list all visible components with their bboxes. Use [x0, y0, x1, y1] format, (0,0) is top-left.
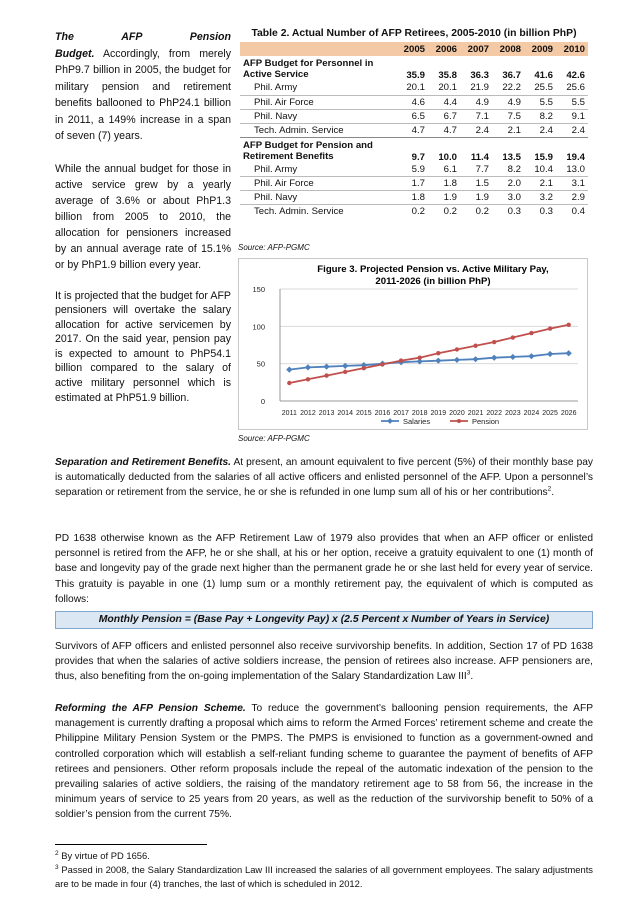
table-cell: 5.9 — [411, 163, 425, 175]
table-cell: 2.9 — [556, 191, 588, 205]
footnote-3 — [55, 863, 593, 890]
data-point-pension — [362, 366, 366, 370]
table-row — [240, 81, 588, 95]
table-cell: 1.8 — [428, 177, 460, 191]
table-row — [240, 109, 588, 123]
table-cell: 1.5 — [460, 177, 492, 191]
data-point-pension — [529, 331, 533, 335]
row-label: Phil. Army — [254, 82, 298, 94]
table-cell: 0.3 — [524, 205, 556, 219]
y-tick-label: 0 — [260, 397, 265, 406]
data-point-pension — [417, 355, 421, 359]
paragraph-pd1638: PD 1638 otherwise known as the AFP Retirement Law of 1979 also provides that when an AFP officer or enlisted personnel is retired from the AFP, he or she shall, at his or her option, receive a gratuity equivalent to one (1) month of base and longevity pay of the grade next higher than the permanent grade he or she last held for every year of service. This gratuity is payable in one (1) lump sum or a monthly retirement pay, the equivalent of which is computed as follows: — [55, 533, 593, 605]
table-cell: 15.9 — [524, 137, 556, 163]
data-point-pension — [306, 377, 310, 381]
table-row — [240, 163, 588, 177]
data-point-pension — [380, 362, 384, 366]
chart-source: Source: AFP-PGMC — [238, 434, 310, 443]
table-cell: 0.2 — [428, 205, 460, 219]
data-point-pension — [287, 381, 291, 385]
table-header-row — [240, 42, 588, 56]
table-cell: 20.1 — [406, 82, 425, 94]
x-tick-label: 2011 — [281, 410, 297, 417]
table-source: Source: AFP-PGMC — [238, 243, 310, 252]
x-tick-label: 2018 — [411, 410, 428, 417]
table-cell: 2.0 — [492, 177, 524, 191]
table-cell: 8.2 — [507, 163, 521, 175]
x-tick-label: 2012 — [300, 410, 316, 417]
text-survivors: Survivors of AFP officers and enlisted personnel also receive survivorship benefits. In addition, Section 17 of PD 1638 provides that when the salaries of active soldiers increase, the pension of retirees also increase. AFP pensioners are, thus, also benefiting from the on-going implementation of the Salary Standardization Law III — [55, 641, 593, 683]
paragraph-pension-budget — [55, 29, 231, 145]
footnote-ref-3: 3 — [466, 670, 471, 678]
table-cell: 0.3 — [492, 205, 524, 219]
x-tick-label: 2016 — [374, 410, 391, 417]
table-cell: 35.9 — [406, 70, 425, 81]
table-row — [240, 123, 588, 137]
table-cell: 4.7 — [428, 123, 460, 137]
table-cell: 2.4 — [524, 123, 556, 137]
paragraph-reform — [55, 701, 593, 823]
table-cell: 4.7 — [396, 123, 428, 137]
x-tick-label: 2021 — [467, 410, 484, 417]
table-cell: 0.2 — [460, 205, 492, 219]
data-point-pension — [343, 370, 347, 374]
x-tick-label: 2019 — [430, 410, 447, 417]
x-tick-label: 2013 — [318, 410, 335, 417]
data-point-pension — [566, 323, 570, 327]
table-cell: 3.1 — [556, 177, 588, 191]
table-cell: 4.9 — [460, 95, 492, 109]
data-point-pension — [548, 326, 552, 330]
table-cell: 1.7 — [396, 177, 428, 191]
data-point-pension — [511, 335, 515, 339]
table-row — [240, 56, 588, 81]
lead-reform: Reforming the AFP Pension Scheme. — [55, 703, 246, 714]
table-cell: 13.5 — [492, 137, 524, 163]
text-pension-budget: Accordingly, from merely PhP9.7 billion in 2005, the budget for military pension and retirement benefits ballooned to PhP24.1 billion in 2011, a 149% increase in a span of seven (7) years. — [55, 47, 231, 142]
paragraph-survivors — [55, 639, 593, 685]
table-cell: 21.9 — [470, 82, 489, 94]
footnote-2-text: By virtue of PD 1656. — [58, 850, 150, 861]
retirees-table — [240, 42, 588, 219]
table-cell: 19.4 — [556, 137, 588, 163]
table-cell: 6.1 — [443, 163, 457, 175]
data-point-pension — [455, 347, 459, 351]
text-survivors-end: . — [470, 671, 474, 683]
table-cell: 4.6 — [396, 95, 428, 109]
table-cell: 36.7 — [502, 70, 521, 81]
x-tick-label: 2026 — [560, 410, 577, 417]
paragraph-separation — [55, 455, 593, 501]
text-reform: To reduce the government’s ballooning pension requirements, the AFP management is currently drafting a proposal which aims to reform the Armed Forces’ retirement scheme and create the Philippine Military Pension System or the PMPS. The PMPS is envisioned to function as a government-owned and controlled corporation which will establish a self-reliant funding scheme to guarantee the payment of benefits of AFP retirees and pensioners. Other reform proposals include the repeal of the automatic indexation of the pension to the prevailing salaries of active soldiers, the raising of the mandatory retirement age to 58 from 56, the increase in the minimum years of service to 25 years from 20 years, as well as the reduction of the survivorship benefit to 50% of a soldier’s pension from the current 75%. — [55, 703, 593, 821]
row-label: Tech. Admin. Service — [240, 123, 396, 137]
table-cell: 11.4 — [460, 137, 492, 163]
year-header-2010: 2010 — [556, 42, 588, 56]
year-header-2007: 2007 — [460, 42, 492, 56]
year-header-2008: 2008 — [492, 42, 524, 56]
data-point-pension — [436, 351, 440, 355]
table-cell: 10.4 — [534, 163, 553, 175]
table-row — [240, 191, 588, 205]
table-cell: 6.7 — [428, 109, 460, 123]
lead-separation: Separation and Retirement Benefits. — [55, 457, 232, 468]
footnote-3-text: Passed in 2008, the Salary Standardization Law III increased the salaries of all government employees. The salary adjustments are to be made in four (4) tranches, the last of which is scheduled in 2012. — [55, 864, 593, 889]
row-label: Phil. Navy — [240, 191, 396, 205]
table-row — [240, 95, 588, 109]
legend-label-pension: Pension — [472, 417, 500, 426]
year-header-2006: 2006 — [428, 42, 460, 56]
legend-marker-pension — [457, 419, 461, 423]
table-cell: 42.6 — [566, 70, 585, 81]
footnote-2 — [55, 849, 593, 863]
x-tick-label: 2022 — [486, 410, 502, 417]
footnote-divider — [55, 844, 207, 845]
table-cell: 3.0 — [492, 191, 524, 205]
table-cell: 9.7 — [396, 137, 428, 163]
table-cell: 3.2 — [524, 191, 556, 205]
table-cell: 2.1 — [492, 123, 524, 137]
text-separation-end: . — [551, 487, 555, 499]
table-cell: 0.2 — [396, 205, 428, 219]
table-cell: 20.1 — [438, 82, 457, 94]
table-row — [240, 177, 588, 191]
table-cell: 1.9 — [428, 191, 460, 205]
row-label: Phil. Army — [254, 163, 298, 175]
table-cell: 1.8 — [396, 191, 428, 205]
table-cell: 6.5 — [396, 109, 428, 123]
lead-pension-budget: The AFP Pension Budget. — [55, 31, 231, 60]
table-cell: 25.5 — [534, 82, 553, 94]
header-blank-cell — [240, 42, 396, 56]
table-cell: 10.0 — [428, 137, 460, 163]
data-point-pension — [473, 344, 477, 348]
table-cell: 1.9 — [460, 191, 492, 205]
table-cell: 7.5 — [492, 109, 524, 123]
table-cell: 2.1 — [524, 177, 556, 191]
row-label: AFP Budget for Personnel in Active Service — [243, 58, 374, 80]
table-cell: 4.9 — [492, 95, 524, 109]
table-cell: 2.4 — [556, 123, 588, 137]
x-tick-label: 2024 — [523, 410, 540, 417]
x-tick-label: 2023 — [505, 410, 521, 417]
table-cell: 13.0 — [566, 163, 585, 175]
pension-vs-pay-chart — [238, 258, 588, 430]
y-tick-label: 50 — [256, 359, 265, 369]
formula-box: Monthly Pension = (Base Pay + Longevity Pay) x (2.5 Percent x Number of Years in Service) — [55, 611, 593, 629]
y-tick-label: 150 — [252, 285, 265, 294]
paragraph-annual-budget: While the annual budget for those in active service grew by a yearly average of 3.6% or about PhP1.3 billion from 2005 to 2010, the allocation for pensioners increased by an annual average rate of 15.1% or by PhP1.9 billion every year. — [55, 162, 231, 271]
footnote-ref-2: 2 — [547, 486, 552, 494]
footnote-2-number: 2 — [55, 849, 59, 857]
table-cell: 8.2 — [524, 109, 556, 123]
year-header-2005: 2005 — [396, 42, 428, 56]
chart-title-line-1: Figure 3. Projected Pension vs. Active Military Pay, — [317, 264, 549, 275]
data-point-pension — [492, 340, 496, 344]
table-cell: 0.4 — [556, 205, 588, 219]
table-cell: 41.6 — [534, 70, 553, 81]
data-point-pension — [324, 373, 328, 377]
paragraph-projection: It is projected that the budget for AFP pensioners will overtake the salary allocation for active servicemen by 2017. On the said year, pension pay is expected to amount to PhP54.1 billion compared to the salary of active military personnel which is estimated at PhP51.9 billion. — [55, 289, 231, 404]
row-label: Phil. Navy — [240, 109, 396, 123]
x-tick-label: 2015 — [356, 410, 372, 417]
table-cell: 5.5 — [556, 95, 588, 109]
chart-title-line-2: 2011-2026 (in billion PhP) — [375, 276, 491, 287]
data-point-pension — [399, 358, 403, 362]
table-cell: 9.1 — [556, 109, 588, 123]
year-header-2009: 2009 — [524, 42, 556, 56]
table-cell: 25.6 — [566, 82, 585, 94]
row-label: Phil. Air Force — [240, 95, 396, 109]
legend-label-salaries: Salaries — [403, 417, 431, 426]
table-cell: 2.4 — [460, 123, 492, 137]
table-cell: 7.7 — [475, 163, 489, 175]
left-column — [55, 29, 231, 421]
row-label: Tech. Admin. Service — [240, 205, 396, 219]
table-cell: 35.8 — [438, 70, 457, 81]
x-tick-label: 2020 — [449, 410, 465, 417]
table-cell: 36.3 — [470, 70, 489, 81]
table-cell: 22.2 — [502, 82, 521, 94]
row-label: AFP Budget for Pension and Retirement Benefits — [240, 137, 396, 163]
footnote-3-number: 3 — [55, 863, 59, 871]
table-row — [240, 205, 588, 219]
row-label: Phil. Air Force — [240, 177, 396, 191]
table-row — [240, 137, 588, 163]
x-tick-label: 2017 — [393, 410, 409, 417]
table-cell: 7.1 — [460, 109, 492, 123]
table-cell: 5.5 — [524, 95, 556, 109]
y-tick-label: 100 — [252, 322, 265, 332]
table-cell: 4.4 — [428, 95, 460, 109]
table-title: Table 2. Actual Number of AFP Retirees, 2005-2010 (in billion PhP) — [251, 28, 577, 39]
text-separation: At present, an amount equivalent to five percent (5%) of their monthly base pay is automatically deducted from the salaries of all active officers and enlisted personnel of the AFP. Upon a personnel’s separation or retirement from the service, he or she is refunded in one lump sum all of his or her contributions — [55, 457, 593, 499]
x-tick-label: 2014 — [337, 410, 353, 417]
x-tick-label: 2025 — [542, 410, 558, 417]
